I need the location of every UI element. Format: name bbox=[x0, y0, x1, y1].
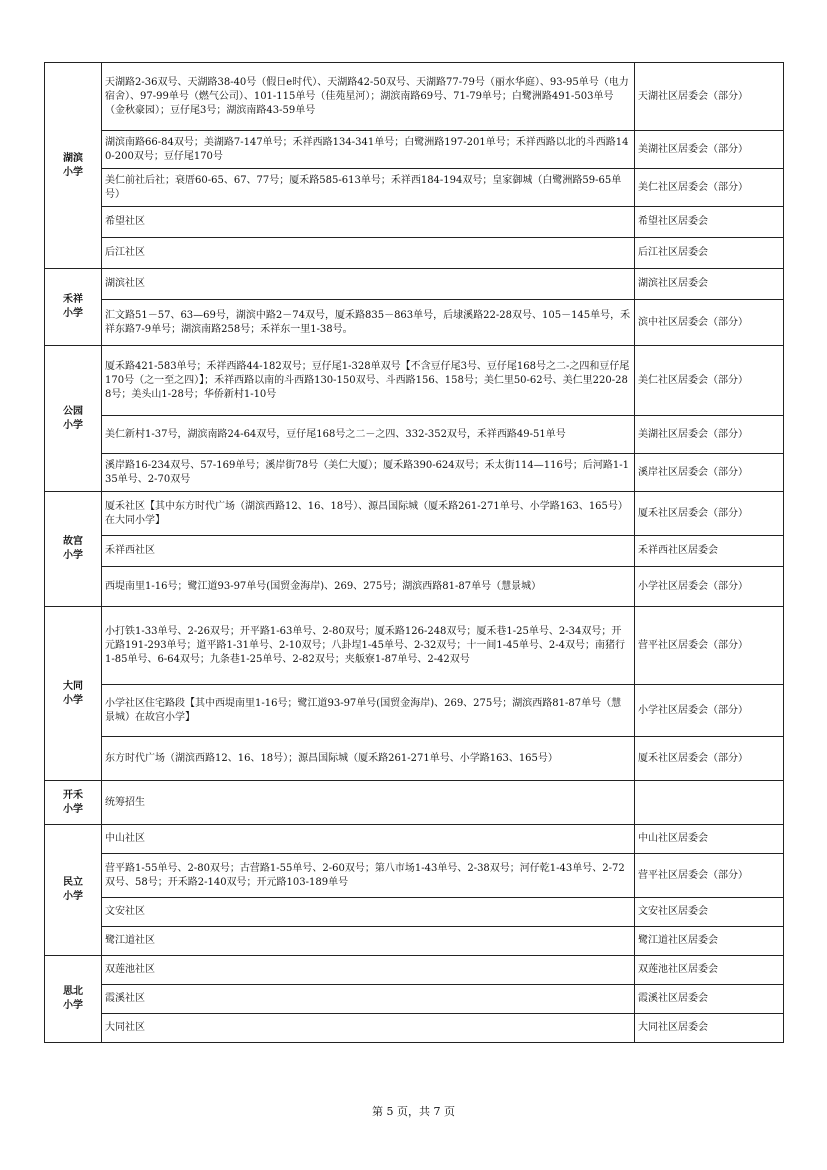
table-row bbox=[45, 300, 784, 346]
page-number-label: 第 5 页，共 7 页 bbox=[372, 1105, 455, 1118]
page-footer bbox=[0, 1103, 827, 1119]
school-name-cell bbox=[45, 63, 102, 269]
school-name-cell bbox=[45, 607, 102, 781]
zone-area-cell: 鹭江道社区 bbox=[102, 927, 635, 956]
zone-area-cell: 营平路1-55单号、2-80双号；古营路1-55单号、2-60双号；第八市场1-43单号、2-38双号；河仔乾1-43单号、2-72双号、58号；开禾路2-140双号；开元路103-189单号 bbox=[102, 854, 635, 898]
community-committee-cell: 小学社区居委会（部分） bbox=[635, 567, 784, 607]
zone-area-cell: 厦禾路421-583单号；禾祥西路44-182双号；豆仔尾1-328单双号【不含豆仔尾3号、豆仔尾168号之二-之四和豆仔尾170号（之一至之四）】；禾祥西路以南的斗西路130-150双号、斗西路156、158号；美仁里50-62号、美仁里220-288号；美头山1-28号；华侨新村1-10号 bbox=[102, 346, 635, 416]
table-row bbox=[45, 737, 784, 781]
table-row bbox=[45, 63, 784, 131]
community-committee-cell: 滨中社区居委会（部分） bbox=[635, 300, 784, 346]
school-name-cell bbox=[45, 825, 102, 956]
table-row bbox=[45, 269, 784, 300]
school-name: 禾祥 小学 bbox=[63, 294, 83, 319]
table-row bbox=[45, 685, 784, 737]
table-row bbox=[45, 416, 784, 454]
zone-area-cell: 东方时代广场（湖滨西路12、16、18号）；源昌国际城（厦禾路261-271单号、小学路163、165号） bbox=[102, 737, 635, 781]
zone-area-cell: 希望社区 bbox=[102, 207, 635, 238]
zone-area-cell: 美仁新村1-37号，湖滨南路24-64双号，豆仔尾168号之二－之四、332-352双号，禾祥西路49-51单号 bbox=[102, 416, 635, 454]
community-committee-cell: 禾祥西社区居委会 bbox=[635, 536, 784, 567]
table-row bbox=[45, 207, 784, 238]
table-row bbox=[45, 1014, 784, 1043]
zone-area-cell: 小打铁1-33单号、2-26双号；开平路1-63单号、2-80双号；厦禾路126-248双号；厦禾巷1-25单号、2-34双号；开元路191-293单号；道平路1-31单号、2-10双号；八卦埕1-45单号、2-32双号；十一间1-45单号、2-4双号；南猪行1-85单号、6-64双号；九条巷1-25单号、2-82双号；夹舨寮1-87单号、2-42双号 bbox=[102, 607, 635, 685]
school-zone-table bbox=[44, 62, 784, 1043]
table-row bbox=[45, 956, 784, 985]
school-name: 大同 小学 bbox=[63, 680, 83, 706]
zone-area-cell: 西堤南里1-16号；鹭江道93-97单号(国贸金海岸)、269、275号；湖滨西路81-87单号（慧景城） bbox=[102, 567, 635, 607]
table-row bbox=[45, 169, 784, 207]
zone-area-cell: 溪岸路16-234双号、57-169单号；溪岸街78号（美仁大厦）；厦禾路390-624双号；禾太街114—116号；后河路1-135单号、2-70双号 bbox=[102, 454, 635, 492]
community-committee-cell bbox=[635, 781, 784, 825]
zone-area-cell: 禾祥西社区 bbox=[102, 536, 635, 567]
community-committee-cell: 美仁社区居委会（部分） bbox=[635, 346, 784, 416]
community-committee-cell: 美湖社区居委会（部分） bbox=[635, 131, 784, 169]
table-row bbox=[45, 854, 784, 898]
school-name: 湖滨 小学 bbox=[63, 152, 83, 178]
table-row bbox=[45, 985, 784, 1014]
community-committee-cell: 双莲池社区居委会 bbox=[635, 956, 784, 985]
community-committee-cell: 美仁社区居委会（部分） bbox=[635, 169, 784, 207]
community-committee-cell: 厦禾社区居委会（部分） bbox=[635, 492, 784, 536]
zone-area-cell: 小学社区住宅路段【其中西堤南里1-16号；鹭江道93-97单号(国贸金海岸)、269、275号；湖滨西路81-87单号（慧景城）在故宫小学】 bbox=[102, 685, 635, 737]
zone-area-cell: 中山社区 bbox=[102, 825, 635, 854]
zone-area-cell: 厦禾社区【其中东方时代广场（湖滨西路12、16、18号）、源昌国际城（厦禾路261-271单号、小学路163、165号）在大同小学】 bbox=[102, 492, 635, 536]
school-name-cell bbox=[45, 492, 102, 607]
community-committee-cell: 营平社区居委会（部分） bbox=[635, 854, 784, 898]
community-committee-cell: 溪岸社区居委会（部分） bbox=[635, 454, 784, 492]
community-committee-cell: 后江社区居委会 bbox=[635, 238, 784, 269]
community-committee-cell: 湖滨社区居委会 bbox=[635, 269, 784, 300]
table-row bbox=[45, 492, 784, 536]
table-row bbox=[45, 567, 784, 607]
school-name-cell bbox=[45, 346, 102, 492]
table-row bbox=[45, 927, 784, 956]
table-row bbox=[45, 346, 784, 416]
zone-area-cell: 湖滨社区 bbox=[102, 269, 635, 300]
table-row bbox=[45, 825, 784, 854]
zone-area-cell: 文安社区 bbox=[102, 898, 635, 927]
school-name: 民立 小学 bbox=[63, 877, 83, 902]
school-name-cell bbox=[45, 269, 102, 346]
community-committee-cell: 希望社区居委会 bbox=[635, 207, 784, 238]
zone-area-cell: 双莲池社区 bbox=[102, 956, 635, 985]
community-committee-cell: 鹭江道社区居委会 bbox=[635, 927, 784, 956]
school-name: 开禾 小学 bbox=[63, 789, 83, 815]
table-row bbox=[45, 607, 784, 685]
school-name: 故宫 小学 bbox=[63, 536, 83, 561]
community-committee-cell: 文安社区居委会 bbox=[635, 898, 784, 927]
table-row bbox=[45, 131, 784, 169]
school-name-cell bbox=[45, 956, 102, 1043]
school-zone-table-body bbox=[45, 63, 784, 1043]
zone-area-cell: 天湖路2-36双号、天湖路38-40号（假日e时代）、天湖路42-50双号、天湖路77-79号（丽水华庭）、93-95单号（电力宿舍）、97-99单号（燃气公司）、101-115单号（佳苑星河）；湖滨南路69号、71-79单号；白鹭洲路491-503单号（金秋豪园）；豆仔尾3号；湖滨南路43-59单号 bbox=[102, 63, 635, 131]
school-name-cell bbox=[45, 781, 102, 825]
zone-area-cell: 后江社区 bbox=[102, 238, 635, 269]
community-committee-cell: 厦禾社区居委会（部分） bbox=[635, 737, 784, 781]
school-name: 公园 小学 bbox=[63, 405, 83, 431]
zone-area-cell: 大同社区 bbox=[102, 1014, 635, 1043]
school-name: 思北 小学 bbox=[63, 986, 83, 1011]
table-row bbox=[45, 781, 784, 825]
table-row bbox=[45, 898, 784, 927]
zone-area-cell: 美仁前社后社；衰厝60-65、67、77号；厦禾路585-613单号；禾祥西184-194双号；皇家御城（白鹭洲路59-65单号） bbox=[102, 169, 635, 207]
community-committee-cell: 中山社区居委会 bbox=[635, 825, 784, 854]
community-committee-cell: 营平社区居委会（部分） bbox=[635, 607, 784, 685]
zone-area-cell: 汇文路51－57、63—69号，湖滨中路2－74双号，厦禾路835－863单号，后埭溪路22-28双号、105－145单号，禾祥东路7-9单号；湖滨南路258号；禾祥东一里1-38号。 bbox=[102, 300, 635, 346]
zone-area-cell: 统筹招生 bbox=[102, 781, 635, 825]
zone-area-cell: 霞溪社区 bbox=[102, 985, 635, 1014]
community-committee-cell: 霞溪社区居委会 bbox=[635, 985, 784, 1014]
community-committee-cell: 美湖社区居委会（部分） bbox=[635, 416, 784, 454]
community-committee-cell: 小学社区居委会（部分） bbox=[635, 685, 784, 737]
community-committee-cell: 天湖社区居委会（部分） bbox=[635, 63, 784, 131]
table-row bbox=[45, 238, 784, 269]
table-row bbox=[45, 454, 784, 492]
table-row bbox=[45, 536, 784, 567]
community-committee-cell: 大同社区居委会 bbox=[635, 1014, 784, 1043]
zone-area-cell: 湖滨南路66-84双号；美湖路7-147单号；禾祥西路134-341单号；白鹭洲路197-201单号；禾祥西路以北的斗西路140-200双号；豆仔尾170号 bbox=[102, 131, 635, 169]
